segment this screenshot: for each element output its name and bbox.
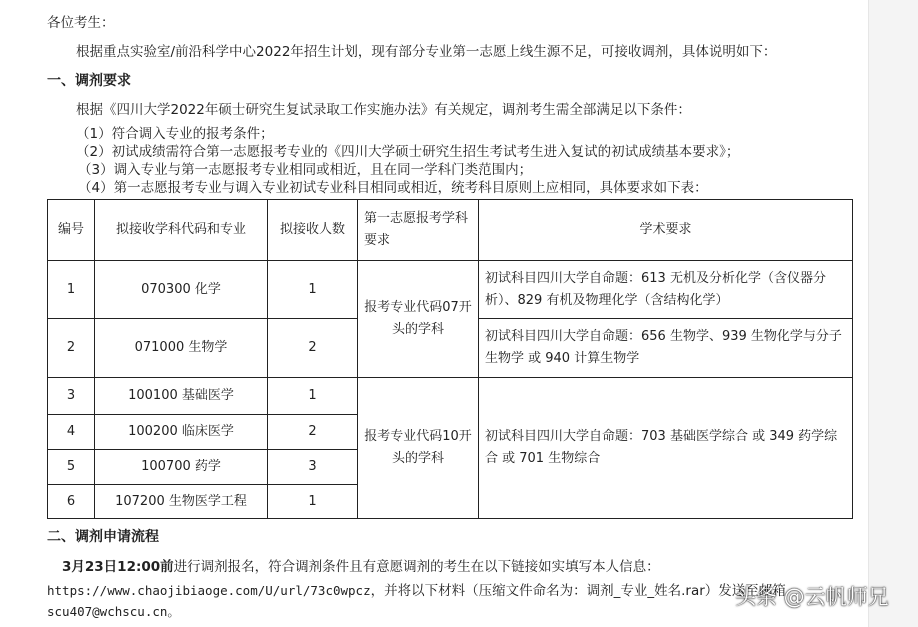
materials-text: ，并将以下材料（压缩文件命名为：调剂_专业_姓名.rar）发送至邮箱 — [370, 583, 786, 599]
cell-id: 1 — [48, 261, 95, 319]
cell-id: 6 — [48, 485, 95, 519]
section1-title: 一、调剂要求 — [47, 73, 131, 89]
section1-lead: 根据《四川大学2022年硕士研究生复试录取工作实施办法》有关规定，调剂考生需全部满足以下条件： — [76, 102, 691, 118]
cell-id: 2 — [48, 319, 95, 378]
header-cell: 第一志愿报考学科要求 — [358, 200, 479, 261]
greeting: 各位考生： — [47, 15, 115, 31]
cell-id: 5 — [48, 450, 95, 485]
requirements-table — [47, 199, 853, 519]
cell-requirement: 初试科目四川大学自命题：703 基础医学综合 或 349 药学综合 或 701 生物综合 — [479, 378, 853, 519]
link-line — [47, 582, 786, 600]
email-address[interactable]: scu407@wchscu.cn。 — [47, 604, 180, 619]
cell-requirement: 初试科目四川大学自命题：613 无机及分析化学（含仪器分析）、829 有机及物理化学（含结构化学） — [479, 261, 853, 319]
cell-count: 2 — [268, 319, 358, 378]
cell-group: 报考专业代码10开头的学科 — [358, 378, 479, 519]
cell-count: 1 — [268, 485, 358, 519]
condition-2: （2）初试成绩需符合第一志愿报考专业的《四川大学硕士研究生招生考试考生进入复试的初试成绩基本要求》； — [76, 144, 740, 160]
signup-link[interactable]: https://www.chaojibiaoge.com/U/url/73c0wpcz — [47, 583, 371, 598]
cell-major: 100100 基础医学 — [95, 378, 268, 415]
cell-count: 2 — [268, 415, 358, 450]
cell-major: 070300 化学 — [95, 261, 268, 319]
condition-4: （4）第一志愿报考专业与调入专业初试专业科目相同或相近，统考科目原则上应相同，具体要求如下表： — [78, 180, 708, 196]
process-text — [62, 558, 660, 576]
cell-count: 1 — [268, 261, 358, 319]
right-sidebar — [868, 0, 918, 627]
condition-1: （1）符合调入专业的报考条件； — [76, 126, 274, 142]
table-row — [48, 261, 853, 319]
section2-title: 二、调剂申请流程 — [47, 529, 159, 545]
cell-major: 107200 生物医学工程 — [95, 485, 268, 519]
header-cell: 拟接收学科代码和专业 — [95, 200, 268, 261]
header-cell: 拟接收人数 — [268, 200, 358, 261]
cell-id: 3 — [48, 378, 95, 415]
cell-major: 100700 药学 — [95, 450, 268, 485]
table-row — [48, 378, 853, 415]
condition-3: （3）调入专业与第一志愿报考专业相同或相近，且在同一学科门类范围内； — [78, 162, 533, 178]
cell-group: 报考专业代码07开头的学科 — [358, 261, 479, 378]
header-cell: 学术要求 — [479, 200, 853, 261]
cell-count: 1 — [268, 378, 358, 415]
watermark: 头条 @云帆师兄 — [735, 585, 889, 609]
deadline: 3月23日12:00前 — [62, 559, 174, 575]
cell-major: 071000 生物学 — [95, 319, 268, 378]
intro-text: 根据重点实验室/前沿科学中心2022年招生计划，现有部分专业第一志愿上线生源不足，可接收调剂，具体说明如下： — [76, 44, 777, 60]
cell-requirement: 初试科目四川大学自命题：656 生物学、939 生物化学与分子生物学 或 940 计算生物学 — [479, 319, 853, 378]
cell-major: 100200 临床医学 — [95, 415, 268, 450]
cell-id: 4 — [48, 415, 95, 450]
cell-count: 3 — [268, 450, 358, 485]
process-desc: 进行调剂报名，符合调剂条件且有意愿调剂的考生在以下链接如实填写本人信息： — [173, 559, 660, 575]
header-cell: 编号 — [48, 200, 95, 261]
